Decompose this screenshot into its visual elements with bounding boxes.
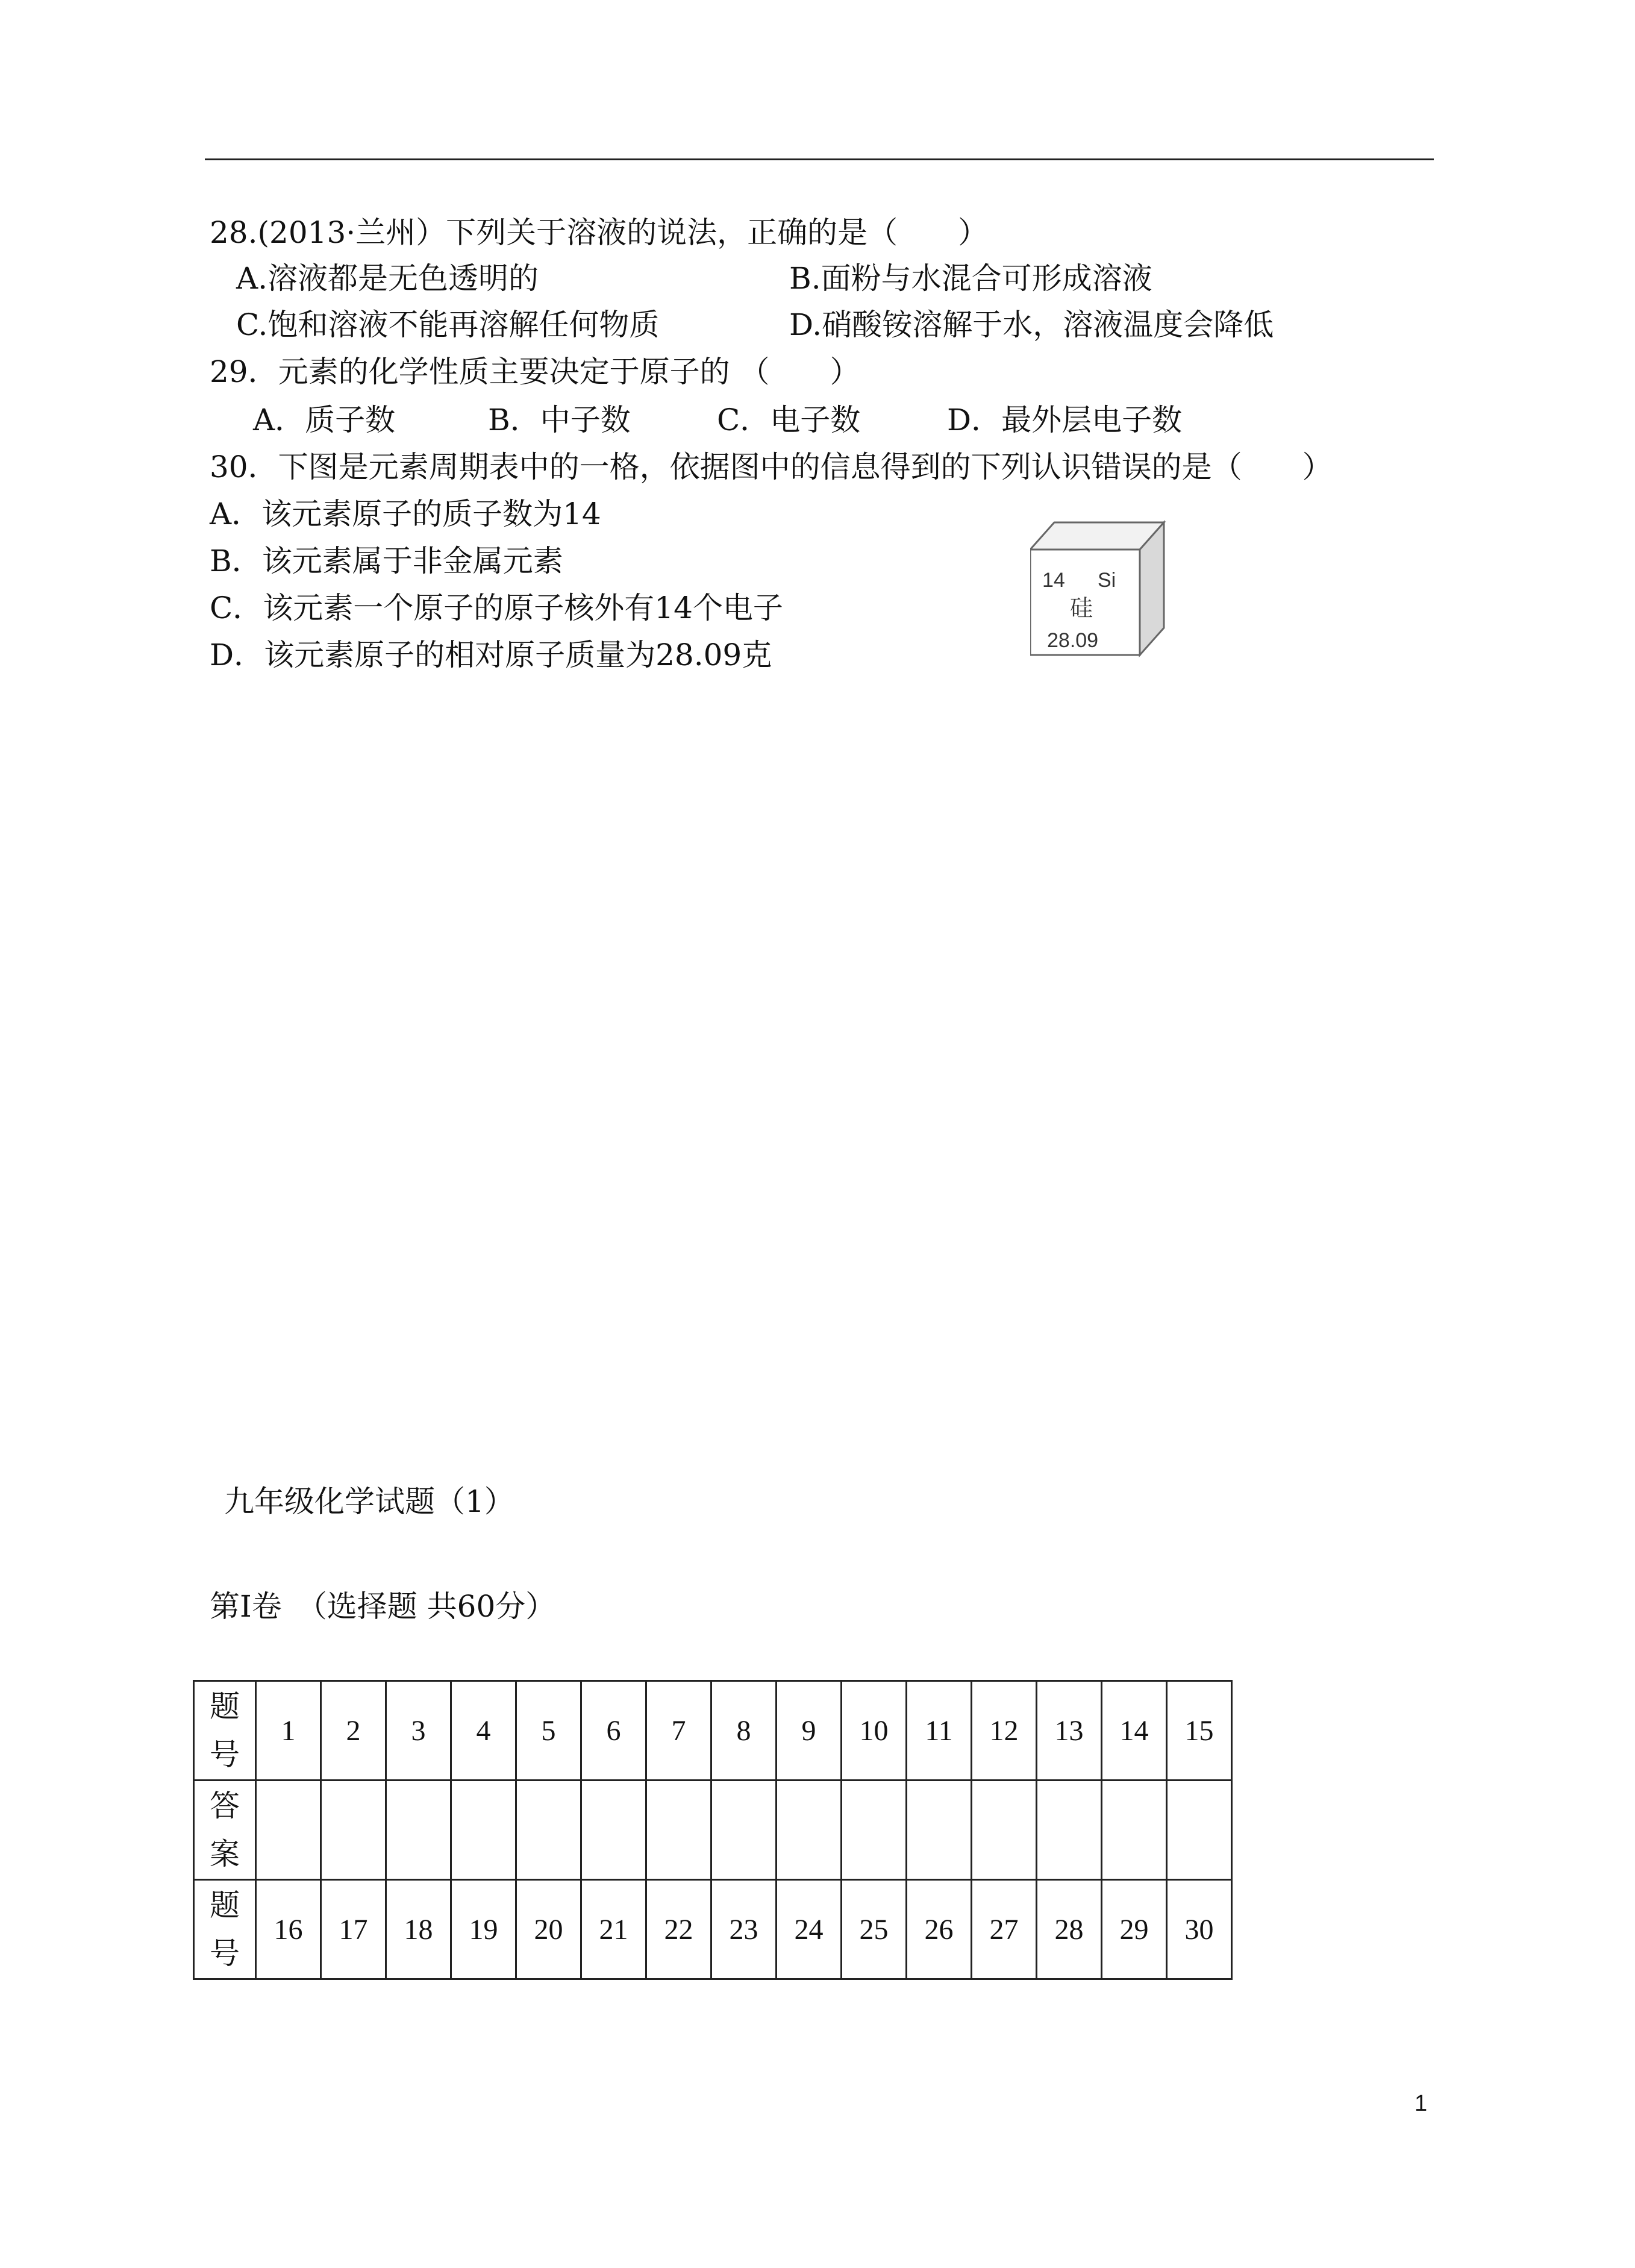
answer-cell[interactable] (972, 1781, 1037, 1880)
question-number-cell: 26 (907, 1880, 972, 1979)
question-28-stem: 28.(2013·兰州）下列关于溶液的说法，正确的是（ ） (210, 215, 989, 250)
question-number-cell: 20 (516, 1880, 581, 1979)
element-tile-mass: 28.09 (1047, 629, 1099, 652)
question-29-option-d: D．最外层电子数 (947, 403, 1183, 437)
question-28-option-d: D.硝酸铵溶解于水，溶液温度会降低 (789, 307, 1274, 342)
question-number-cell: 21 (581, 1880, 646, 1979)
element-tile-number: 14 (1042, 569, 1065, 592)
row-header-number: 题 号 (194, 1681, 256, 1781)
question-28-option-c: C.饱和溶液不能再溶解任何物质 (236, 307, 660, 342)
question-number-cell: 29 (1102, 1880, 1167, 1979)
question-number-cell: 5 (516, 1681, 581, 1781)
question-number-cell: 11 (907, 1681, 972, 1781)
answer-table (193, 1680, 1233, 1980)
answer-cell[interactable] (711, 1781, 777, 1880)
question-number-cell: 9 (777, 1681, 842, 1781)
question-number-cell: 22 (646, 1880, 711, 1979)
row-header-number: 题 号 (194, 1880, 256, 1979)
question-30-stem: 30．下图是元素周期表中的一格，依据图中的信息得到的下列认识错误的是（ ） (210, 450, 1333, 484)
answer-cell[interactable] (907, 1781, 972, 1880)
question-30-option-b: B．该元素属于非金属元素 (210, 544, 563, 578)
question-number-cell: 10 (842, 1681, 907, 1781)
question-number-cell: 13 (1037, 1681, 1102, 1781)
answer-sheet-title: 九年级化学试题（1） (224, 1484, 514, 1519)
table-row-numbers-2 (194, 1880, 1232, 1979)
answer-cell[interactable] (842, 1781, 907, 1880)
element-tile-box (1030, 519, 1169, 658)
question-number-cell: 27 (972, 1880, 1037, 1979)
question-number-cell: 15 (1167, 1681, 1232, 1781)
answer-cell[interactable] (516, 1781, 581, 1880)
question-number-cell: 19 (451, 1880, 516, 1979)
question-number-cell: 12 (972, 1681, 1037, 1781)
answer-cell[interactable] (1102, 1781, 1167, 1880)
question-number-cell: 24 (777, 1880, 842, 1979)
question-number-cell: 16 (256, 1880, 321, 1979)
question-29-option-c: C．电子数 (717, 403, 861, 437)
question-29-stem: 29．元素的化学性质主要决定于原子的 （ ） (210, 354, 860, 389)
question-30-option-a: A．该元素原子的质子数为14 (210, 497, 601, 531)
page-number: 1 (1415, 2091, 1428, 2116)
header-rule (205, 158, 1434, 160)
answer-cell[interactable] (256, 1781, 321, 1880)
question-number-cell: 1 (256, 1681, 321, 1781)
answer-cell[interactable] (451, 1781, 516, 1880)
question-number-cell: 2 (321, 1681, 386, 1781)
question-number-cell: 7 (646, 1681, 711, 1781)
answer-sheet-section: 第Ⅰ卷 （选择题 共60分） (210, 1589, 556, 1624)
element-tile-name: 硅 (1070, 595, 1093, 621)
question-number-cell: 28 (1037, 1880, 1102, 1979)
question-number-cell: 17 (321, 1880, 386, 1979)
table-row-numbers-1 (194, 1681, 1232, 1781)
row-header-answer: 答 案 (194, 1781, 256, 1880)
question-30-option-c: C．该元素一个原子的原子核外有14个电子 (210, 590, 783, 625)
question-number-cell: 14 (1102, 1681, 1167, 1781)
question-number-cell: 18 (386, 1880, 451, 1979)
question-28-option-b: B.面粉与水混合可形成溶液 (789, 261, 1152, 296)
question-30-option-d: D．该元素原子的相对原子质量为28.09克 (210, 637, 772, 672)
answer-cell[interactable] (1167, 1781, 1232, 1880)
question-29-option-a: A．质子数 (253, 403, 396, 437)
question-number-cell: 6 (581, 1681, 646, 1781)
question-number-cell: 8 (711, 1681, 777, 1781)
answer-cell[interactable] (386, 1781, 451, 1880)
answer-cell[interactable] (646, 1781, 711, 1880)
question-28-option-a: A.溶液都是无色透明的 (236, 261, 539, 296)
element-tile-symbol: Si (1098, 569, 1116, 592)
element-tile-figure (1030, 519, 1169, 658)
answer-cell[interactable] (777, 1781, 842, 1880)
answer-cell[interactable] (321, 1781, 386, 1880)
question-number-cell: 25 (842, 1880, 907, 1979)
question-29-option-b: B．中子数 (488, 403, 631, 437)
question-number-cell: 4 (451, 1681, 516, 1781)
table-row-answers-1 (194, 1781, 1232, 1880)
question-number-cell: 3 (386, 1681, 451, 1781)
question-number-cell: 30 (1167, 1880, 1232, 1979)
answer-cell[interactable] (581, 1781, 646, 1880)
answer-cell[interactable] (1037, 1781, 1102, 1880)
question-number-cell: 23 (711, 1880, 777, 1979)
